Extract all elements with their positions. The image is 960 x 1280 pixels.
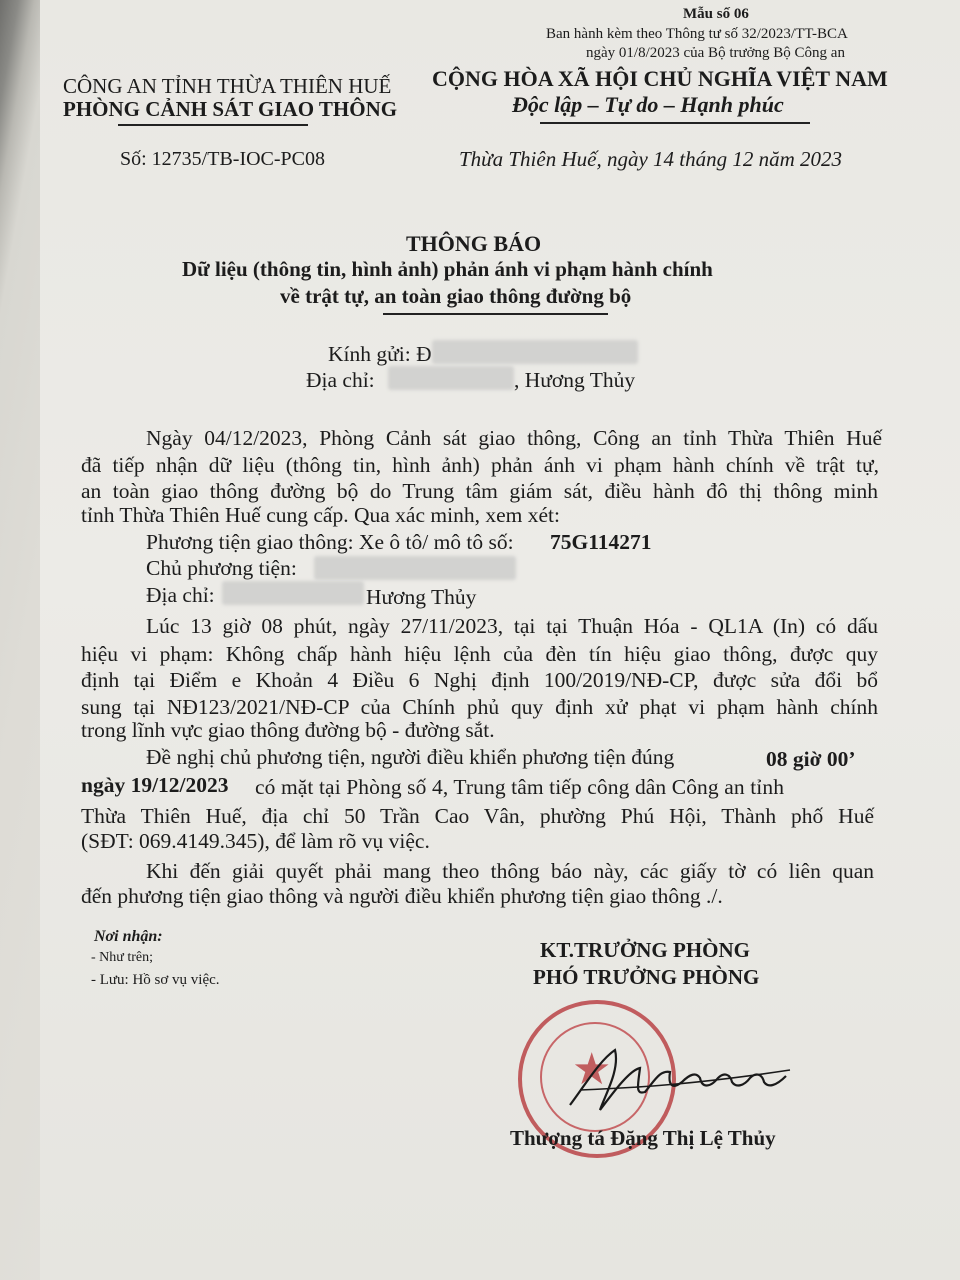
redacted-address bbox=[388, 366, 514, 390]
appointment-time: 08 giờ 00’ bbox=[766, 747, 856, 771]
body-line: Lúc 13 giờ 08 phút, ngày 27/11/2023, tại tại Thuận Hóa - QL1A (In) có dấu bbox=[146, 614, 878, 638]
document-number: Số: 12735/TB-IOC-PC08 bbox=[120, 148, 326, 170]
address-label: Địa chỉ: bbox=[306, 368, 375, 392]
body-line: đã tiếp nhận dữ liệu (thông tin, hình ảnh) phản ánh vi phạm hành chính về trật tự, bbox=[81, 453, 879, 477]
body-line: đến phương tiện giao thông và người điều khiển phương tiện giao thông ./. bbox=[81, 884, 723, 908]
recipients-label: Nơi nhận: bbox=[94, 928, 163, 945]
document-subtitle-2: về trật tự, an toàn giao thông đường bộ bbox=[280, 284, 632, 308]
license-plate: 75G114271 bbox=[550, 530, 652, 554]
issued-with: Ban hành kèm theo Thông tư số 32/2023/TT-BCA bbox=[546, 26, 848, 42]
stamp-star-icon: ★ bbox=[572, 1045, 612, 1094]
body-line: Thừa Thiên Huế, địa chỉ 50 Trần Cao Vân, phường Phú Hội, Thành phố Huế bbox=[81, 804, 874, 828]
nation-title: CỘNG HÒA XÃ HỘI CHỦ NGHĨA VIỆT NAM bbox=[432, 66, 888, 91]
recipients-item: - Như trên; bbox=[91, 950, 154, 965]
handwritten-signature bbox=[560, 1030, 800, 1120]
agency-underline bbox=[118, 124, 308, 126]
redacted-owner-address bbox=[222, 581, 364, 605]
body-line: trong lĩnh vực giao thông đường bộ - đường sắt. bbox=[81, 718, 495, 742]
document-subtitle-1: Dữ liệu (thông tin, hình ảnh) phản ánh vi phạm hành chính bbox=[182, 257, 713, 281]
owner-address-label: Địa chỉ: bbox=[146, 583, 215, 607]
body-line: Khi đến giải quyết phải mang theo thông báo này, các giấy tờ có liên quan bbox=[146, 859, 874, 883]
title-underline bbox=[383, 313, 608, 315]
recipient-label: Kính gửi: Ð bbox=[328, 342, 432, 366]
document-title: THÔNG BÁO bbox=[406, 231, 542, 256]
redacted-recipient-name bbox=[432, 340, 638, 364]
owner-address-suffix: Hương Thủy bbox=[366, 585, 477, 609]
agency-name: PHÒNG CẢNH SÁT GIAO THÔNG bbox=[63, 97, 398, 121]
body-line: có mặt tại Phòng số 4, Trung tâm tiếp công dân Công an tỉnh bbox=[255, 775, 785, 799]
body-line: sung tại NĐ123/2021/NĐ-CP của Chính phủ quy định xử phạt vi phạm hành chính bbox=[81, 695, 878, 719]
vehicle-label: Phương tiện giao thông: Xe ô tô/ mô tô số: bbox=[146, 530, 514, 554]
redacted-owner bbox=[314, 556, 516, 580]
recipients-item: - Lưu: Hồ sơ vụ việc. bbox=[91, 972, 220, 988]
motto-underline bbox=[540, 122, 810, 124]
issued-date: ngày 01/8/2023 của Bộ trưởng Bộ Công an bbox=[586, 45, 845, 61]
body-line: Ngày 04/12/2023, Phòng Cảnh sát giao thông, Công an tỉnh Thừa Thiên Huế bbox=[146, 426, 882, 450]
body-line: Đề nghị chủ phương tiện, người điều khiển phương tiện đúng bbox=[146, 745, 675, 769]
body-line: an toàn giao thông đường bộ do Trung tâm giám sát, điều hành đô thị thông minh bbox=[81, 479, 878, 503]
signer-role-1: KT.TRƯỞNG PHÒNG bbox=[540, 938, 750, 962]
nation-motto: Độc lập – Tự do – Hạnh phúc bbox=[512, 92, 784, 117]
body-line: (SĐT: 069.4149.345), để làm rõ vụ việc. bbox=[81, 829, 430, 853]
place-date: Thừa Thiên Huế, ngày 14 tháng 12 năm 2023 bbox=[459, 147, 843, 171]
owner-label: Chủ phương tiện: bbox=[146, 556, 297, 580]
signer-name: Thượng tá Đặng Thị Lệ Thủy bbox=[510, 1126, 776, 1150]
body-line: tỉnh Thừa Thiên Huế cung cấp. Qua xác minh, xem xét: bbox=[81, 503, 560, 527]
body-line: định tại Điểm e Khoản 4 Điều 6 Nghị định 100/2019/NĐ-CP, được sửa đổi bổ bbox=[81, 668, 878, 692]
address-suffix: , Hương Thủy bbox=[514, 368, 636, 392]
agency-parent: CÔNG AN TỈNH THỪA THIÊN HUẾ bbox=[63, 74, 392, 98]
body-line: hiệu vi phạm: Không chấp hành hiệu lệnh của đèn tín hiệu giao thông, được quy bbox=[81, 642, 878, 666]
form-number: Mẫu số 06 bbox=[683, 6, 749, 22]
signer-role-2: PHÓ TRƯỞNG PHÒNG bbox=[533, 965, 760, 989]
appointment-date: ngày 19/12/2023 bbox=[81, 773, 229, 797]
